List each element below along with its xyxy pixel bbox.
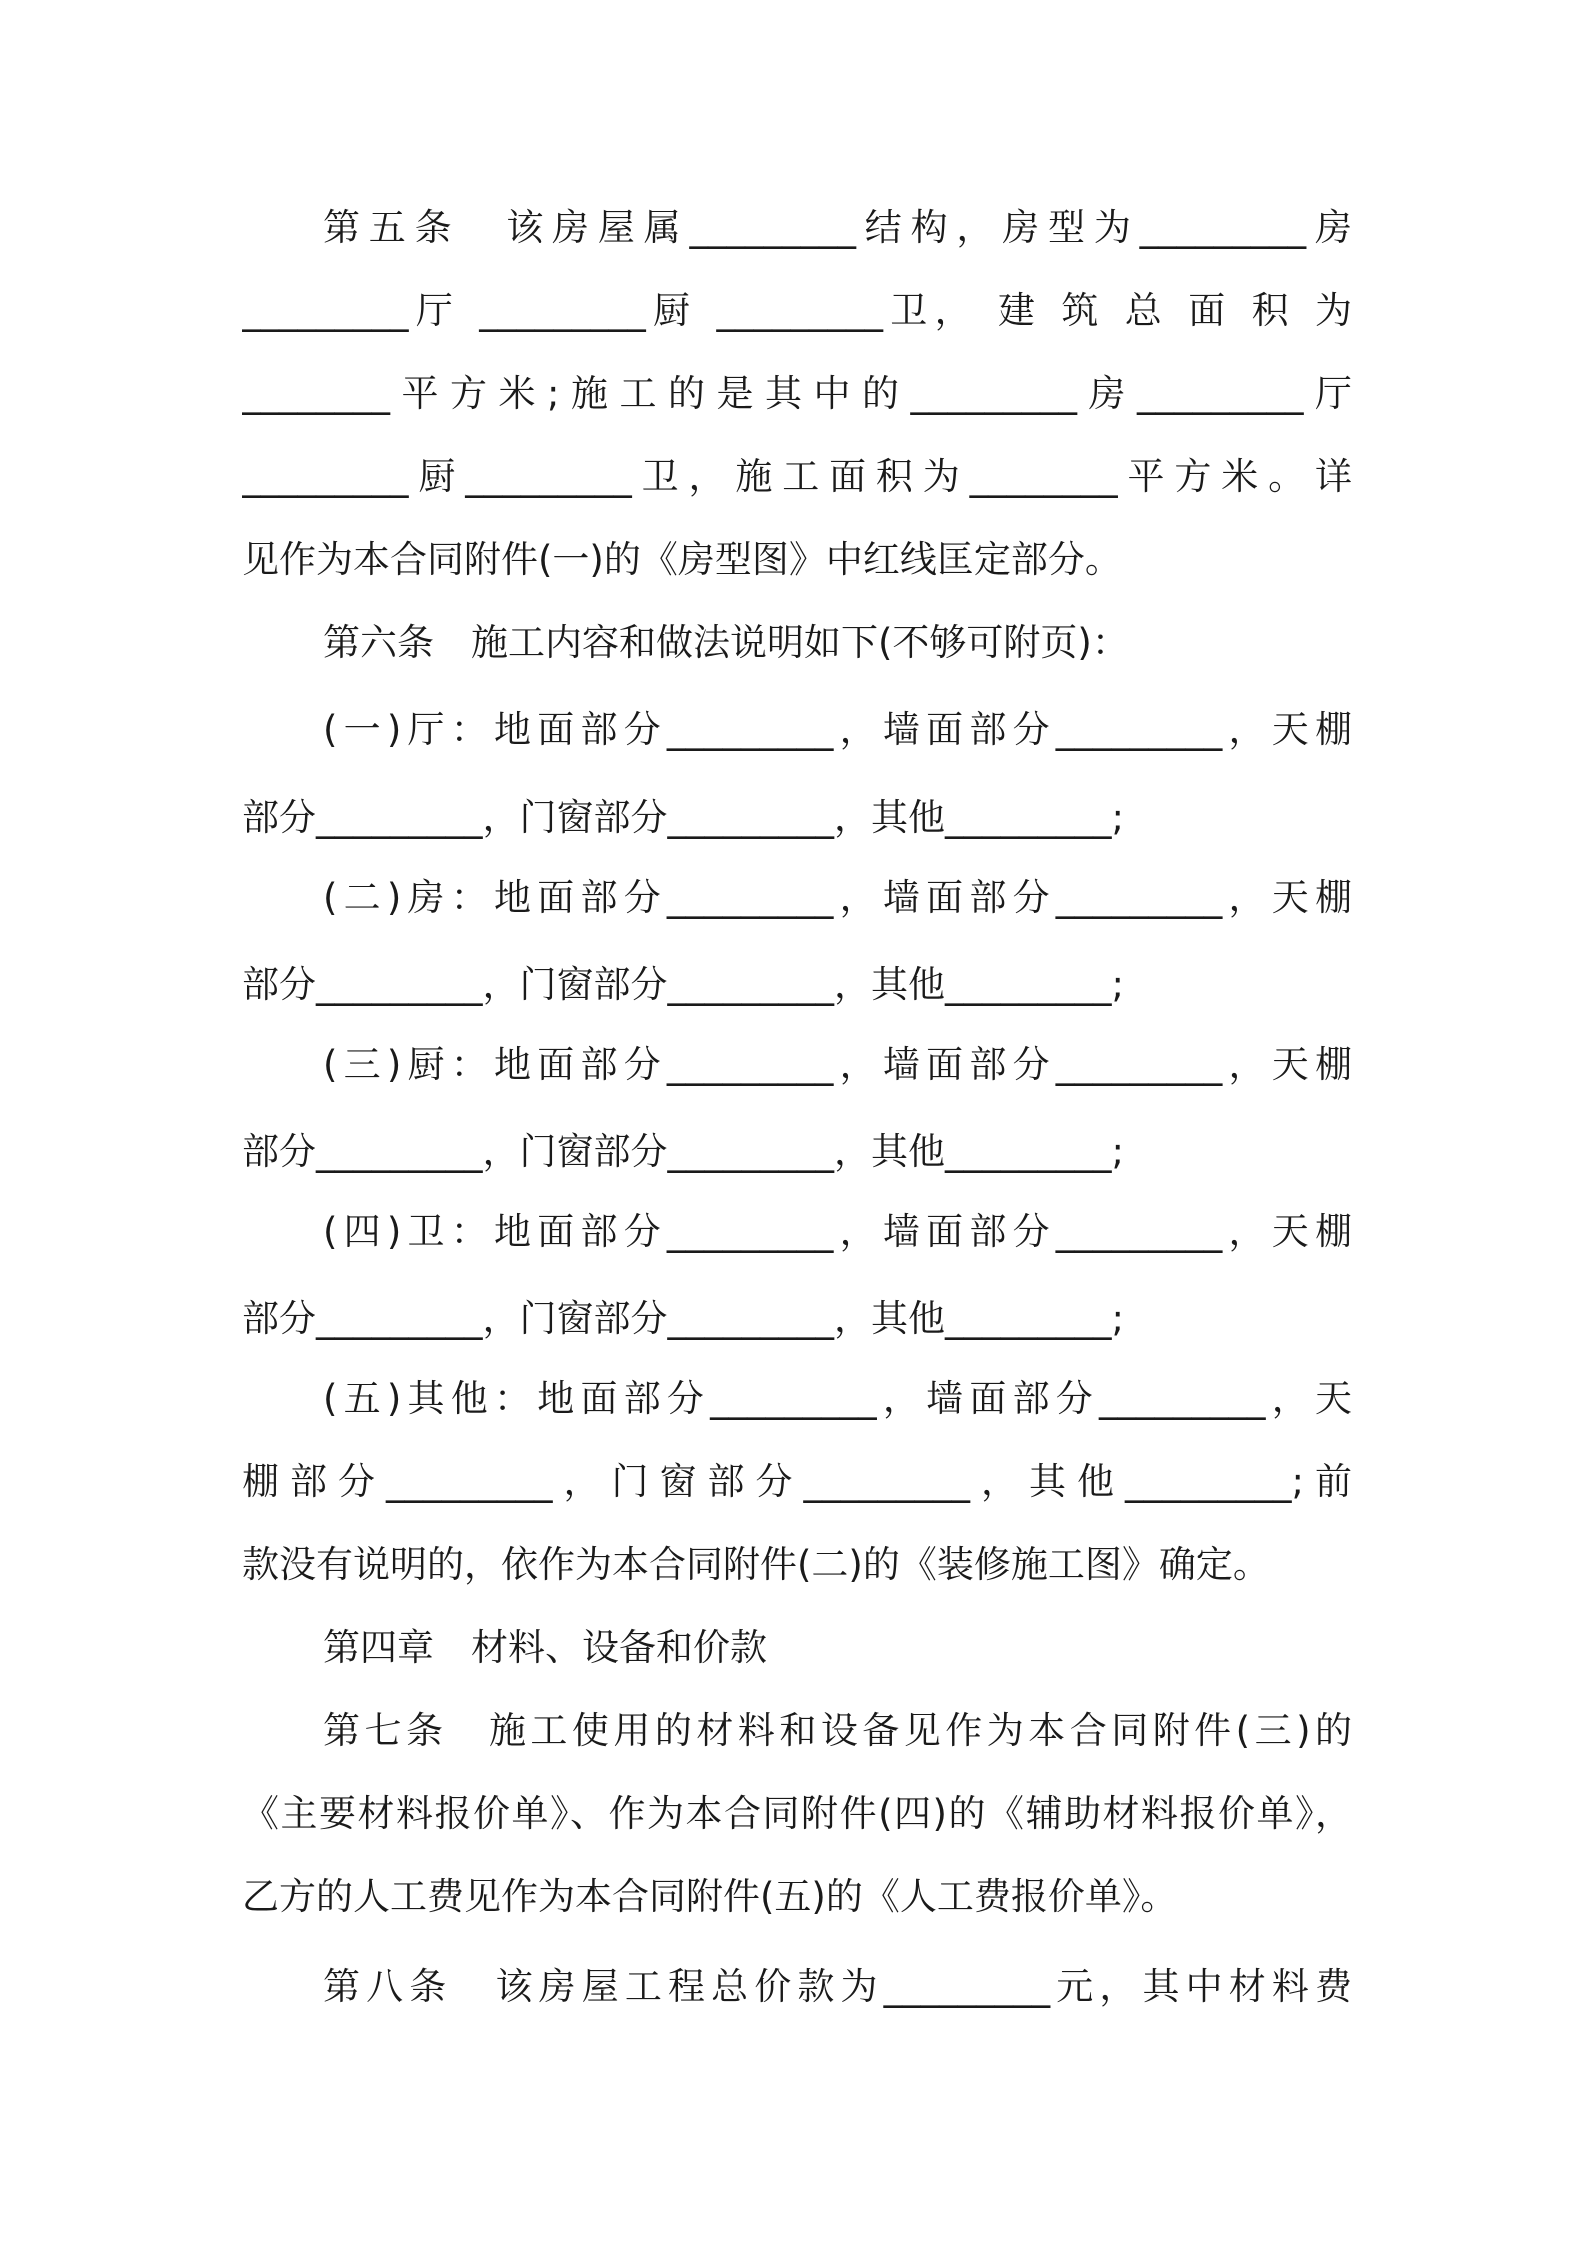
- item-1-line-2: 部分_________，门窗部分_________，其他_________;: [242, 796, 1124, 839]
- article-7-line-2: 《主要材料报价单》、作为本合同附件(四)的《辅助材料报价单》，: [242, 1792, 1352, 1835]
- chapter-4-heading: 第四章 材料、设备和价款: [323, 1626, 767, 1669]
- article-8-line-1: 第八条 该房屋工程总价款为_________元，其中材料费: [323, 1965, 1352, 2008]
- item-3-line-2: 部分_________，门窗部分_________，其他_________;: [242, 1130, 1124, 1173]
- item-3-line-1: (三)厨：地面部分_________，墙面部分_________，天棚: [323, 1043, 1352, 1086]
- article-5-line-2: _________厅 _________厨 _________卫， 建 筑 总 面 积 为: [242, 289, 1352, 332]
- article-5-line-5: 见作为本合同附件(一)的《房型图》中红线匡定部分。: [242, 538, 1122, 581]
- item-2-line-2: 部分_________，门窗部分_________，其他_________;: [242, 963, 1124, 1006]
- article-5-line-4: _________厨_________卫，施工面积为________平方米。详: [242, 455, 1352, 498]
- article-7-line-1: 第七条 施工使用的材料和设备见作为本合同附件(三)的: [323, 1709, 1352, 1752]
- item-5-line-3: 款没有说明的，依作为本合同附件(二)的《装修施工图》确定。: [242, 1543, 1270, 1586]
- article-6-heading: 第六条 施工内容和做法说明如下(不够可附页)：: [323, 621, 1129, 664]
- item-4-line-2: 部分_________，门窗部分_________，其他_________;: [242, 1297, 1124, 1340]
- article-5-line-3: ________平方米;施工的是其中的_________房_________厅: [242, 372, 1352, 415]
- item-4-line-1: (四)卫：地面部分_________，墙面部分_________，天棚: [323, 1210, 1352, 1253]
- article-7-line-3: 乙方的人工费见作为本合同附件(五)的《人工费报价单》。: [242, 1875, 1178, 1918]
- article-5-line-1: 第五条 该房屋属_________结构，房型为_________房: [323, 206, 1352, 249]
- item-5-line-1: (五)其他：地面部分_________，墙面部分_________，天: [323, 1377, 1352, 1420]
- item-2-line-1: (二)房：地面部分_________，墙面部分_________，天棚: [323, 876, 1352, 919]
- item-5-line-2: 棚部分_________，门窗部分_________，其他_________;前: [242, 1460, 1352, 1503]
- item-1-line-1: (一)厅：地面部分_________，墙面部分_________，天棚: [323, 708, 1352, 751]
